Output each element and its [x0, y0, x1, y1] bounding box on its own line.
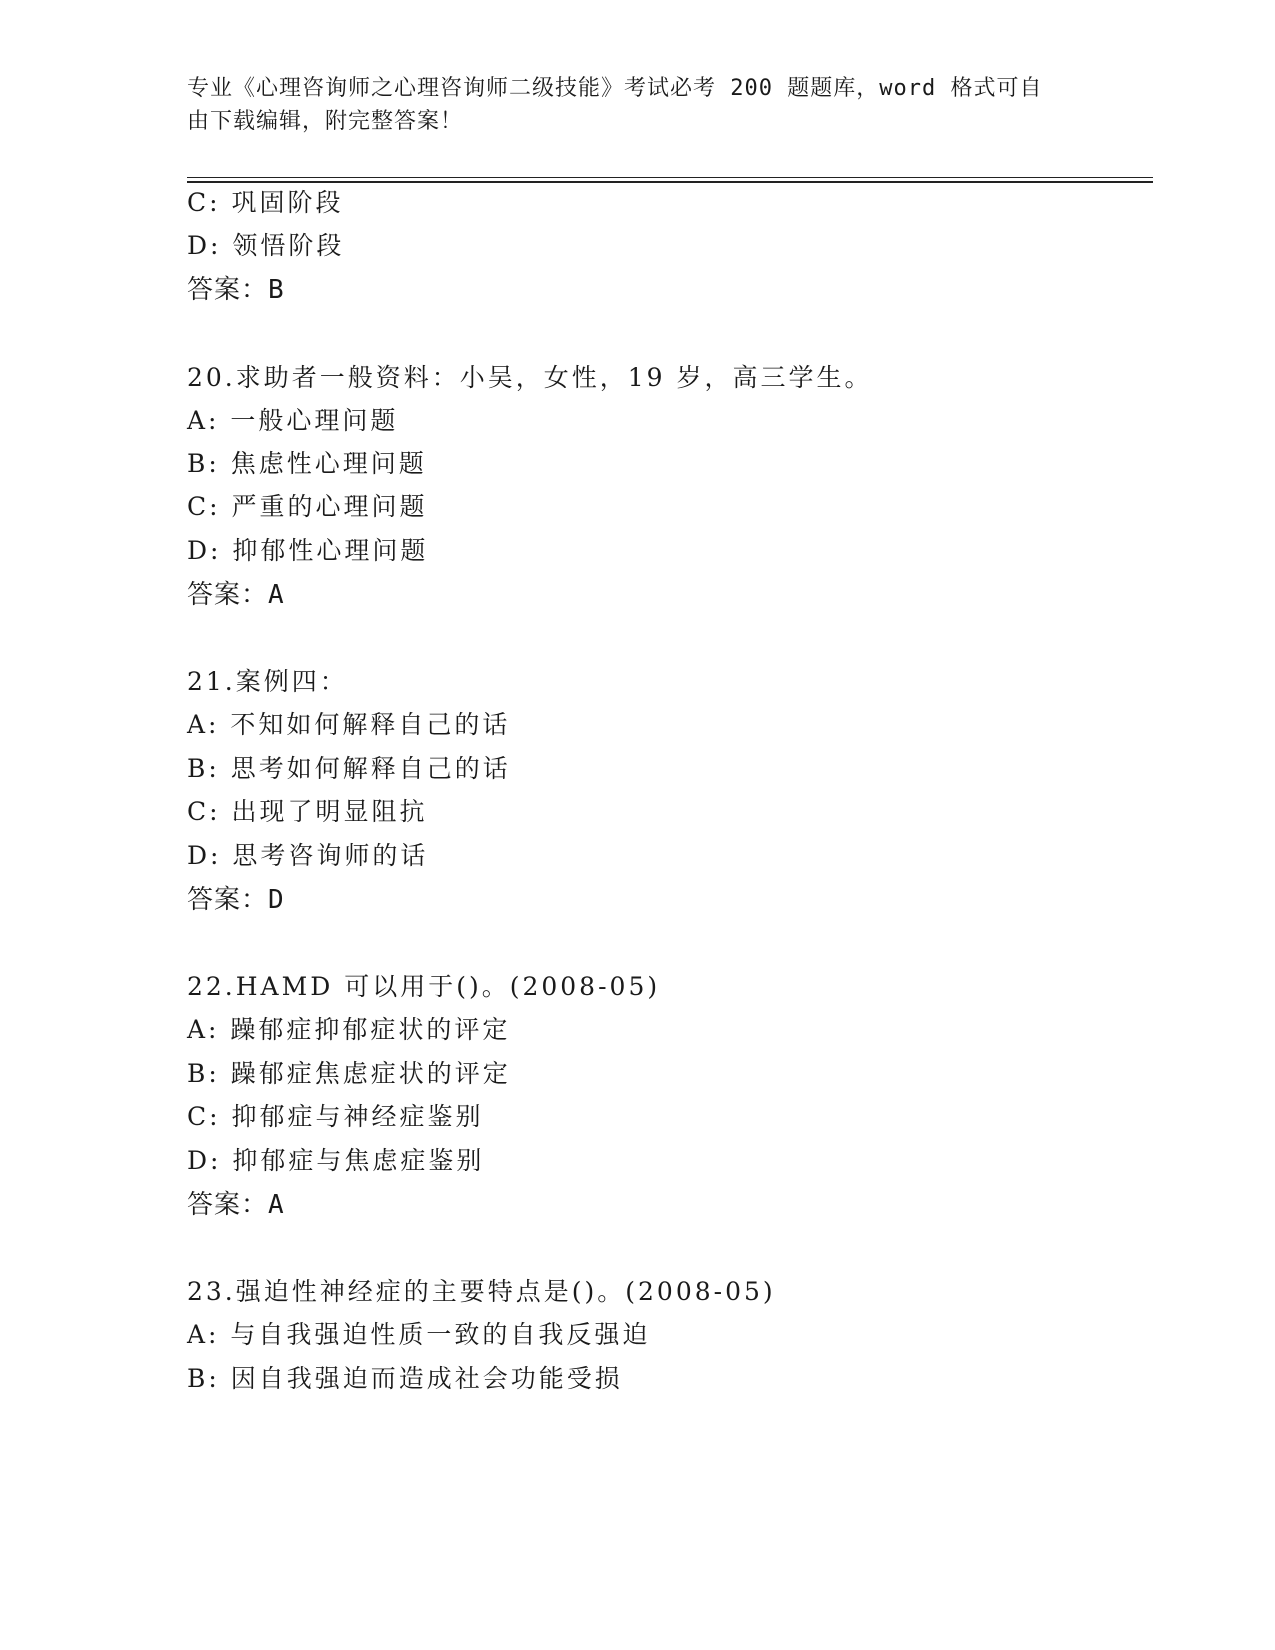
q20-answer: 答案：A — [187, 580, 285, 610]
q22-option-c: C: 抑郁症与神经症鉴别 — [187, 1102, 484, 1131]
q20-option-c: C: 严重的心理问题 — [187, 492, 428, 521]
q20-stem: 20.求助者一般资料：小吴，女性，19 岁，高三学生。 — [187, 363, 873, 392]
header-line-2: 由下载编辑，附完整答案！ — [187, 109, 464, 134]
header-divider-thick — [187, 181, 1153, 183]
prev-answer: 答案：B — [187, 275, 285, 305]
q20-option-a: A: 一般心理问题 — [187, 406, 399, 435]
q23-stem: 23.强迫性神经症的主要特点是()。(2008-05) — [187, 1277, 776, 1306]
q23-option-a: A: 与自我强迫性质一致的自我反强迫 — [187, 1320, 651, 1349]
header-divider-thin — [187, 177, 1153, 178]
q22-answer: 答案：A — [187, 1190, 285, 1220]
q20-option-b: B: 焦虑性心理问题 — [187, 449, 427, 478]
q21-option-b: B: 思考如何解释自己的话 — [187, 754, 511, 783]
q21-option-d: D: 思考咨询师的话 — [187, 841, 429, 870]
q21-option-c: C: 出现了明显阻抗 — [187, 797, 428, 826]
q20-option-d: D: 抑郁性心理问题 — [187, 536, 429, 565]
document-page — [187, 0, 1153, 1650]
q21-answer: 答案：D — [187, 885, 285, 915]
q22-option-d: D: 抑郁症与焦虑症鉴别 — [187, 1146, 485, 1175]
q21-stem: 21.案例四： — [187, 667, 348, 696]
document-header — [187, 72, 1067, 138]
prev-option-d: D: 领悟阶段 — [187, 231, 345, 260]
q22-option-a: A: 躁郁症抑郁症状的评定 — [187, 1015, 511, 1044]
q22-stem: 22.HAMD 可以用于()。(2008-05) — [187, 972, 661, 1001]
q21-option-a: A: 不知如何解释自己的话 — [187, 710, 511, 739]
prev-option-c: C: 巩固阶段 — [187, 188, 344, 217]
header-line-1: 专业《心理咨询师之心理咨询师二级技能》考试必考 200 题题库，word 格式可自 — [187, 76, 1043, 101]
q23-option-b: B: 因自我强迫而造成社会功能受损 — [187, 1364, 623, 1393]
q22-option-b: B: 躁郁症焦虑症状的评定 — [187, 1059, 511, 1088]
